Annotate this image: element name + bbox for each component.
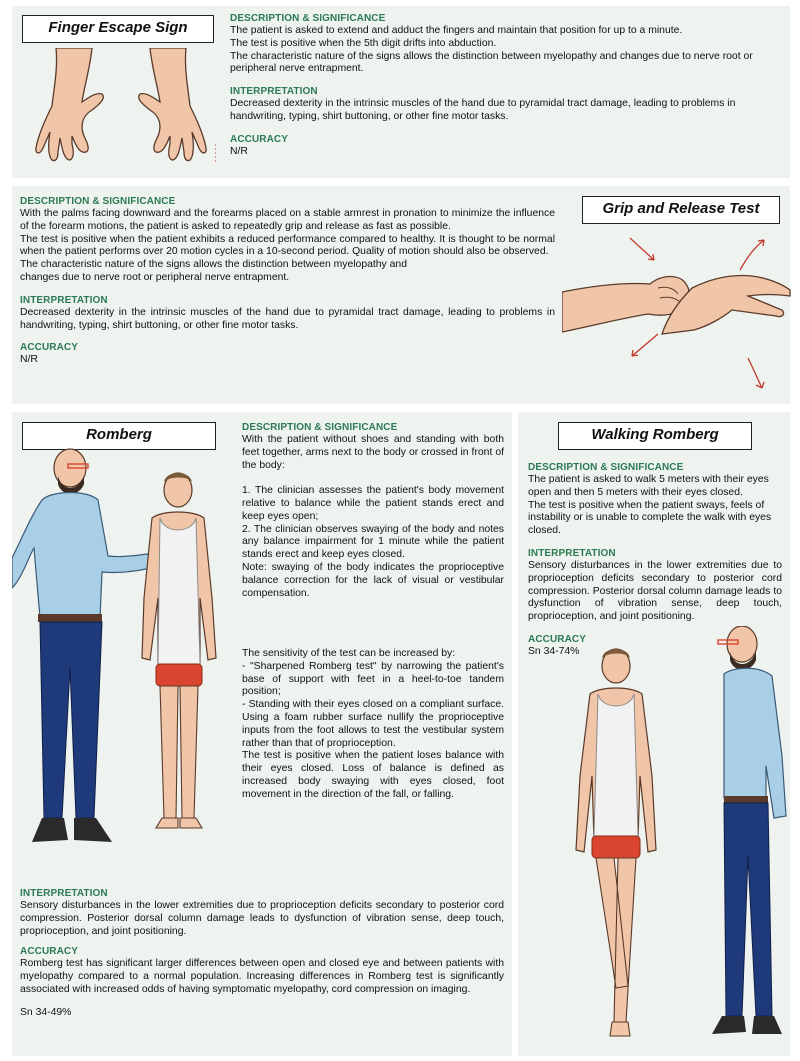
- finger-escape-interp-heading: INTERPRETATION: [230, 86, 318, 98]
- finger-escape-desc-text: The patient is asked to extend and adduct the fingers and maintain that position for up to a minute. The test is positive when the 5th digit drifts into abduction. The characteristic nature of the signs allows the distinction between myelopathy and changes due to nerve root or peripheral nerve entrapment.: [230, 25, 753, 75]
- romberg-acc-text: Romberg test has significant larger differences between open and closed eye and between patients with myelopathy compared to a normal population. Increasing differences in Romberg test is significantly associated with increased odds of having symptomatic myelopathy, cord compression on imaging.: [20, 958, 504, 995]
- walking-romberg-desc-heading: DESCRIPTION & SIGNIFICANCE: [528, 462, 684, 473]
- romberg-interp-heading: INTERPRETATION: [20, 888, 108, 899]
- romberg-desc-heading: DESCRIPTION & SIGNIFICANCE: [242, 422, 398, 433]
- walking-romberg-acc-text: Sn 34-74%: [528, 645, 580, 657]
- romberg-desc-text: With the patient without shoes and standing with both feet together, arms next to the body or crossed in front of the body: 1. The clinician assesses the patient's body movement relative to balance while the patient stands erect and keep eyes open; 2. The clinician observes swaying of the body and notes any balance impairment for 1 minute while the patient stands erect and keep eyes closed. Note: swaying of the body indicates the proprioceptive balance correction for the lack of visual or vestibular compensation.: [242, 434, 504, 599]
- romberg-sensitivity-text: The sensitivity of the test can be increased by: - "Sharpened Romberg test" by narrowing the patient's base of support with feet in a heel-to-toe tandem position; - Standing with their eyes closed on a compliant surface. Using a foam rubber surface nullify the proprioceptive inputs from the foot allows to test the vestibular system rather than that of proprioception. The test is positive when the patient loses balance with their eyes closed. Loss of balance is defined as increased body swaying with eyes closed, foot movement in the direction of the fall, or falling.: [242, 648, 504, 800]
- grip-hands-illustration: [562, 230, 792, 400]
- grip-release-interp-heading: INTERPRETATION: [20, 294, 108, 306]
- walking-romberg-title: Walking Romberg: [558, 422, 752, 450]
- grip-release-title: Grip and Release Test: [582, 196, 780, 224]
- finger-escape-interp-text: Decreased dexterity in the intrinsic muscles of the hand due to pyramidal tract damage, leading to problems in handwriting, typing, shirt buttoning, or other fine motor tasks.: [230, 98, 736, 122]
- romberg-illustration: [12, 438, 232, 888]
- grip-release-desc-text: With the palms facing downward and the forearms placed on a stable armrest in pronation to minimize the influence of the forearm motions, the patient is asked to repeatedly grip and release as fast as possible. The test is positive when the patient exhibits a reduced performance compared to healthy. It is thought to be normal when the patient performs over 20 motion cycles in a 10-second period. Quality of motion should also be observed. The characteristic nature of the signs allows the distinction between myelopathy and changes due to nerve root or peripheral nerve entrapment.: [20, 208, 555, 283]
- walking-romberg-desc-text: The patient is asked to walk 5 meters with their eyes open and then 5 meters with their eyes closed. The test is positive when the patient sways, feels of instability or is unable to complete the walk with eyes closed.: [528, 474, 772, 537]
- romberg-panel: [12, 412, 512, 1056]
- finger-escape-acc-text: N/R: [230, 145, 248, 157]
- romberg-sn-text: Sn 34-49%: [20, 1006, 72, 1018]
- grip-release-desc-block: [20, 196, 555, 367]
- romberg-desc-block: [242, 422, 504, 600]
- grip-release-panel: [12, 186, 790, 404]
- finger-escape-desc-block: [230, 13, 782, 159]
- finger-escape-desc-heading: DESCRIPTION & SIGNIFICANCE: [230, 13, 386, 24]
- finger-escape-acc-heading: ACCURACY: [230, 133, 289, 145]
- walking-romberg-panel: [518, 412, 790, 1056]
- romberg-acc-heading: ACCURACY: [20, 946, 79, 958]
- walking-romberg-interp-heading: INTERPRETATION: [528, 547, 616, 559]
- romberg-interp-text: Sensory disturbances in the lower extremities due to proprioception deficits secondary to posterior cord compression. Posterior dorsal column damage leads to dysfunction of vibration sense, deep touch, proprioception, and joint positioning.: [20, 900, 504, 937]
- walking-romberg-interp-text: Sensory disturbances in the lower extremities due to proprioception deficits secondary to posterior cord compression. Posterior dorsal column damage leads to dysfunction of vibration sense, deep touch, proprioception, and joint positioning.: [528, 559, 782, 623]
- grip-release-desc-heading: DESCRIPTION & SIGNIFICANCE: [20, 196, 176, 207]
- walking-romberg-illustration: [520, 626, 788, 1046]
- romberg-sensitivity-block: [242, 648, 504, 802]
- romberg-bottom-block: [20, 888, 504, 1020]
- finger-escape-panel: [12, 6, 790, 178]
- romberg-title: Romberg: [22, 422, 216, 450]
- finger-escape-title: Finger Escape Sign: [22, 15, 214, 43]
- hands-illustration: [26, 48, 216, 168]
- grip-release-acc-heading: ACCURACY: [20, 342, 79, 354]
- grip-release-interp-text: Decreased dexterity in the intrinsic muscles of the hand due to pyramidal tract damage, leading to problems in handwriting, typing, shirt buttoning, or other fine motor tasks.: [20, 306, 555, 331]
- grip-release-acc-text: N/R: [20, 354, 38, 366]
- walking-romberg-acc-heading: ACCURACY: [528, 633, 587, 645]
